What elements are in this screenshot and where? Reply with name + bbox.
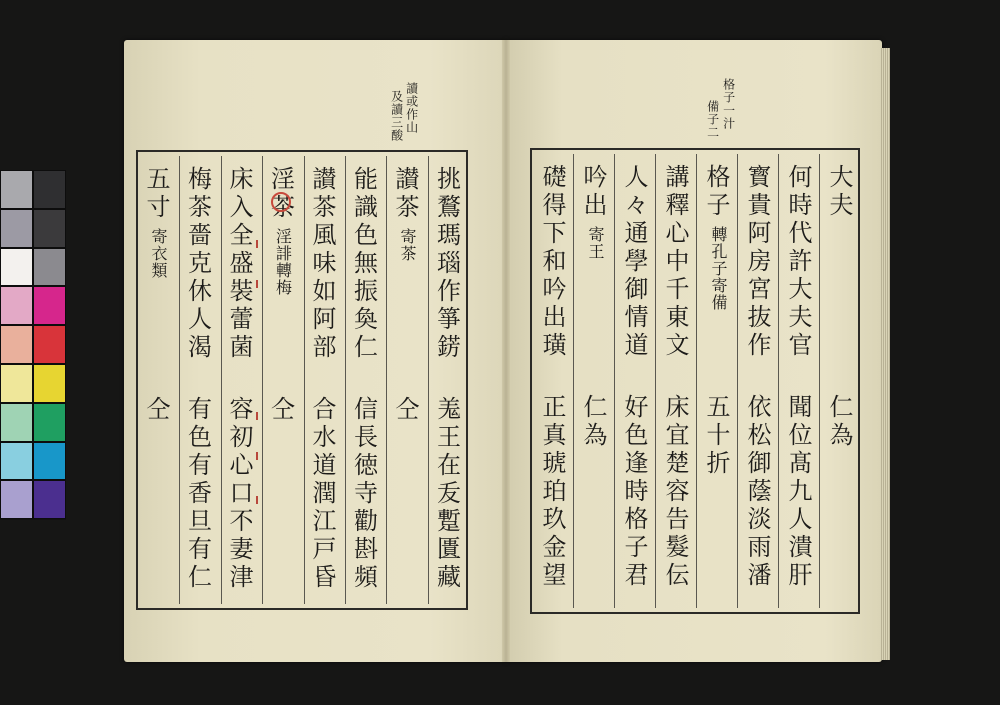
page-edges xyxy=(880,48,890,660)
color-swatch xyxy=(33,442,66,481)
left-column-6-top: 床入全盛裝蕾菌 xyxy=(225,166,253,362)
left-column-5-note: 淫誹轉梅 xyxy=(273,228,293,296)
right-headnote xyxy=(700,70,740,150)
right-headnote-line1b: 子 xyxy=(721,91,736,103)
left-column-8-top: 五寸 xyxy=(142,166,170,222)
right-column-2-bottom: 聞位髙九人潰肝 xyxy=(784,394,812,590)
left-column-2-bottom: 仝 xyxy=(391,396,419,424)
red-tick-mark xyxy=(256,412,258,420)
right-column-5-top: 講釋心中千東文 xyxy=(661,164,689,360)
color-swatch xyxy=(33,325,66,364)
color-swatch xyxy=(33,248,66,287)
left-column-3-bottom: 信長徳寺勸斟頻 xyxy=(349,396,378,592)
left-column-7-top: 梅茶嗇克休人渴 xyxy=(183,166,212,362)
column-rule xyxy=(614,154,615,608)
right-column-1-bottom: 仁為 xyxy=(825,394,853,450)
color-checker-card xyxy=(0,170,66,520)
right-column-4-bottom: 五十折 xyxy=(702,394,730,478)
right-column-6-bottom: 好色逢時格子君 xyxy=(620,394,648,590)
right-column-1-top: 大夫 xyxy=(825,164,853,220)
color-swatch xyxy=(0,480,33,519)
left-column-6-bottom: 容初心口不妻津 xyxy=(225,396,253,592)
right-column-7-bottom: 仁為 xyxy=(579,394,607,450)
right-column-4-top: 格子 xyxy=(702,164,730,220)
column-rule xyxy=(778,154,779,608)
left-headnote-line1: 讀 xyxy=(404,82,419,94)
right-column-3-bottom: 依松御蔭淡雨潘 xyxy=(743,394,771,590)
right-headnote-line2b: 子 xyxy=(705,113,720,125)
left-column-2-note: 寄茶 xyxy=(398,228,417,262)
left-headnote-line2d: 酸 xyxy=(389,129,404,141)
column-rule xyxy=(179,156,180,604)
column-rule xyxy=(573,154,574,608)
right-column-3-top: 寳貴阿房宮抜作 xyxy=(743,164,771,360)
left-headnote-line2: 及 xyxy=(389,90,404,102)
column-rule xyxy=(655,154,656,608)
left-headnote-line2c: 三 xyxy=(389,116,404,128)
red-tick-mark xyxy=(256,452,258,460)
book-gutter xyxy=(502,40,510,662)
right-column-7-top: 吟出 xyxy=(579,164,607,220)
left-column-8-note: 寄衣類 xyxy=(149,228,168,279)
color-swatch xyxy=(0,209,33,248)
left-column-5-top: 淫茶 xyxy=(266,166,295,222)
right-column-2-top: 何時代許大夫官 xyxy=(784,164,812,360)
left-column-1-top: 挑鶩瑪瑙作箏錺 xyxy=(432,166,461,362)
column-rule xyxy=(386,156,387,604)
left-headnote-line2b: 讀 xyxy=(389,103,404,115)
left-text-frame xyxy=(136,150,468,610)
column-rule xyxy=(696,154,697,608)
color-swatch xyxy=(33,286,66,325)
color-swatch xyxy=(0,248,33,287)
right-column-8-bottom: 正真琥珀玖金望 xyxy=(538,394,566,590)
right-text-frame xyxy=(530,148,860,614)
left-headnote-line1b: 或 xyxy=(404,95,419,107)
column-rule xyxy=(737,154,738,608)
left-headnote-line1d: 山 xyxy=(404,121,419,133)
color-swatch xyxy=(0,286,33,325)
red-tick-mark xyxy=(256,240,258,248)
left-column-4-top: 讃茶風味如阿部 xyxy=(308,166,336,362)
right-headnote-line1d: 汁 xyxy=(721,117,736,129)
red-circle-mark xyxy=(271,192,291,212)
column-rule xyxy=(304,156,305,604)
right-column-6-top: 人々通學御情道 xyxy=(620,164,648,360)
red-tick-mark xyxy=(256,280,258,288)
right-headnote-line2a: 備 xyxy=(705,100,720,112)
column-rule xyxy=(345,156,346,604)
color-swatch xyxy=(33,364,66,403)
left-headnote-line1c: 作 xyxy=(404,108,419,120)
right-headnote-line1a: 格 xyxy=(721,78,736,90)
open-book xyxy=(120,40,890,665)
color-swatch xyxy=(0,403,33,442)
color-swatch xyxy=(0,325,33,364)
column-rule xyxy=(262,156,263,604)
column-rule xyxy=(221,156,222,604)
right-headnote-line1c: 一 xyxy=(721,104,736,116)
color-swatch xyxy=(33,403,66,442)
left-column-1-bottom: 羗王在叐蹔匱藏 xyxy=(432,396,461,592)
color-swatch xyxy=(0,170,33,209)
left-column-8-bottom: 仝 xyxy=(142,396,170,424)
color-swatch xyxy=(33,480,66,519)
column-rule xyxy=(819,154,820,608)
color-swatch xyxy=(0,364,33,403)
left-column-7-bottom: 有色有香旦有仁 xyxy=(183,396,212,592)
right-column-5-bottom: 床宜楚容告髮伝 xyxy=(661,394,689,590)
column-rule xyxy=(428,156,429,604)
right-column-4-note: 轉孔子寄備 xyxy=(709,226,728,311)
color-swatch xyxy=(33,209,66,248)
left-column-4-bottom: 合水道潤江戸昏 xyxy=(308,396,336,592)
red-tick-mark xyxy=(256,496,258,504)
left-column-5-bottom: 仝 xyxy=(266,396,295,424)
right-headnote-line2c: 二 xyxy=(705,126,720,138)
right-column-7-note: 寄王 xyxy=(586,226,605,260)
color-swatch xyxy=(0,442,33,481)
right-column-8-top: 礎得下和吟出璜 xyxy=(538,164,566,360)
color-swatch xyxy=(33,170,66,209)
left-column-2-top: 讃茶 xyxy=(391,166,419,222)
left-column-3-top: 能識色無振奐仁 xyxy=(349,166,378,362)
